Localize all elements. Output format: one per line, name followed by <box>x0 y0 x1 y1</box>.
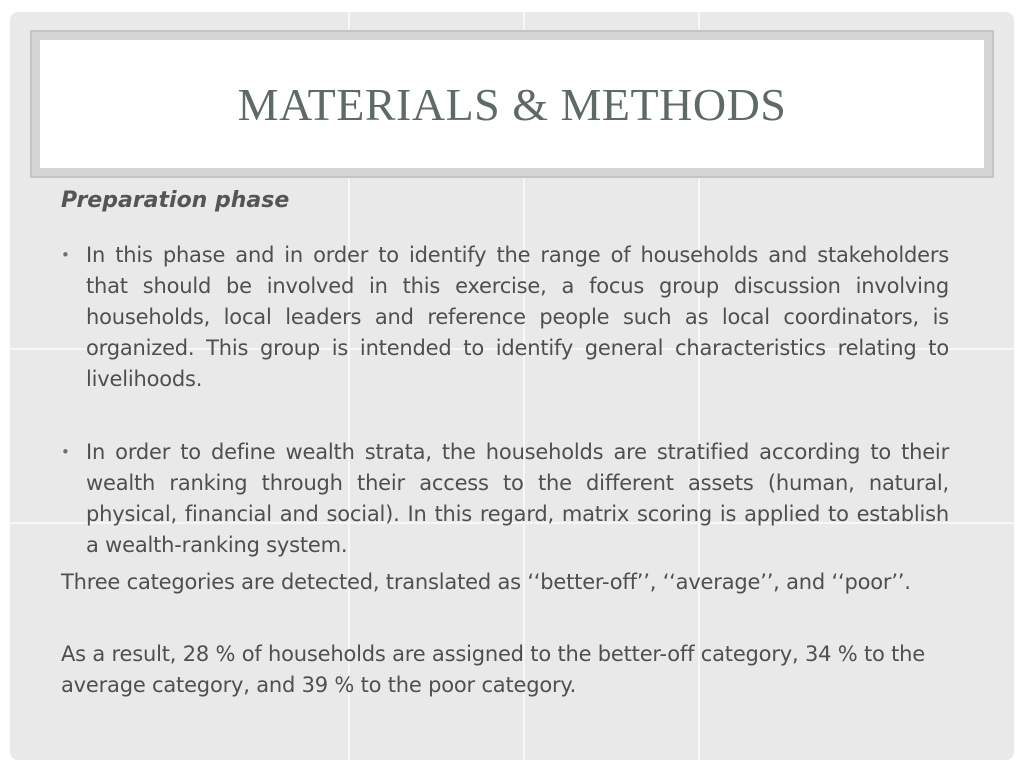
bullet-icon: • <box>61 443 70 461</box>
body-paragraph: As a result, 28 % of households are assigned to the better-off category, 34 % to the average category, and 39 % to the poor category. <box>61 642 925 697</box>
slide <box>10 12 1014 760</box>
bullet-icon: • <box>61 246 70 264</box>
bullet-text: In this phase and in order to identify the range of households and stakeholders that should be involved in this exercise, a focus group discussion involving households, local leaders and reference people such as local coordinators, is organized. This group is intended to identify general characteristics relating to livelihoods. <box>86 243 949 391</box>
slide-content <box>61 186 949 701</box>
section-subheading: Preparation phase <box>61 188 290 213</box>
title-box <box>40 40 984 168</box>
slide-title: MATERIALS & METHODS <box>237 78 787 130</box>
body-paragraph: Three categories are detected, translated as ‘‘better-off’’, ‘‘average’’, and ‘‘poor’’. <box>61 570 911 594</box>
bullet-text: In order to define wealth strata, the households are stratified according to their wealth ranking through their access to the different assets (human, natural, physical, financial and social). In this regard, matrix scoring is applied to establish a wealth-ranking system. <box>86 440 949 557</box>
bullet-item <box>61 437 949 561</box>
title-frame <box>30 30 994 178</box>
bullet-item <box>61 240 949 395</box>
